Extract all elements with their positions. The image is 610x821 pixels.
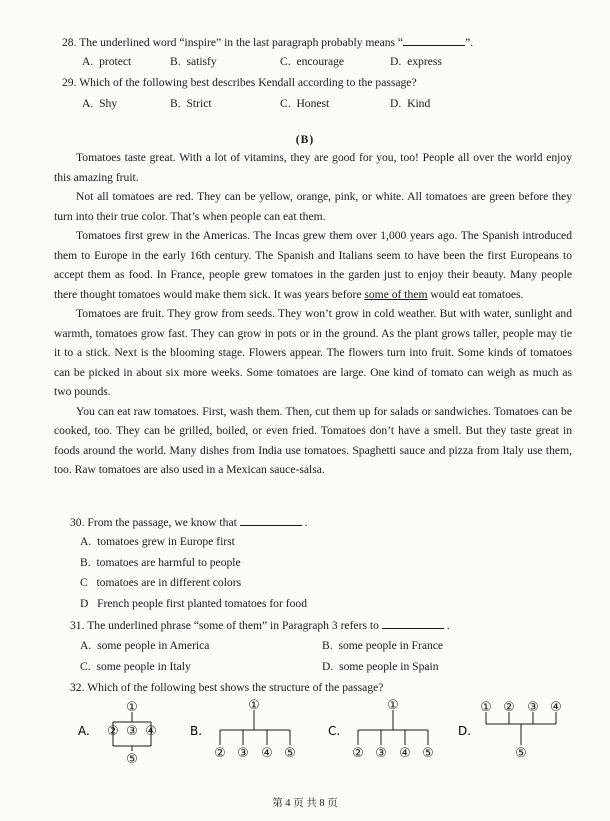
q29-number: 29. — [62, 76, 77, 89]
diagram-b-node-4: ④ — [261, 746, 273, 761]
diagram-label-c: C. — [328, 724, 341, 738]
q30-stem: 30. From the passage, we know that . — [70, 516, 308, 529]
diagram-a-node-3: ③ — [126, 724, 138, 739]
passage-paragraph-1: Tomatoes taste great. With a lot of vitamins, they are good for you, too! People all over the world enjoy this amazing fruit. — [54, 151, 572, 184]
q29-option-b: B. Strict — [170, 97, 212, 110]
q31-stem: 31. The underlined phrase “some of them” in Paragraph 3 refers to . — [70, 619, 450, 632]
q31-text: The underlined phrase “some of them” in Paragraph 3 refers to — [87, 619, 379, 632]
diagram-b-node-5: ⑤ — [284, 746, 296, 761]
page-footer: 第 4 页 共 8 页 — [272, 798, 338, 809]
q30-number: 30. — [70, 516, 85, 529]
diagram-label-b: B. — [190, 724, 203, 738]
passage-paragraph-2: Not all tomatoes are red. They can be yellow, orange, pink, or white. All tomatoes are green before they turn into their true color. That’s when people can eat them. — [54, 190, 572, 223]
q31-option-c: C. some people in Italy — [80, 660, 191, 673]
diagram-c-node-5: ⑤ — [422, 746, 434, 761]
diagram-c-node-3: ③ — [375, 746, 387, 761]
diagram-b-node-1: ① — [248, 698, 260, 713]
q32-text: Which of the following best shows the structure of the passage? — [87, 681, 384, 694]
diagram-d-node-2: ② — [503, 700, 515, 715]
diagram-d-node-5: ⑤ — [515, 746, 527, 761]
underlined-phrase: some of them — [364, 287, 428, 301]
diagram-a-node-1: ① — [126, 700, 138, 715]
q28-option-c: C. encourage — [280, 55, 345, 68]
q28-text-end: ”. — [465, 36, 474, 49]
diagram-d-node-1: ① — [480, 700, 492, 715]
diagram-d-node-3: ③ — [527, 700, 539, 715]
diagram-a-node-4: ④ — [145, 724, 157, 739]
q31-option-a: A. some people in America — [80, 639, 210, 652]
q30-text: From the passage, we know that — [87, 516, 237, 529]
diagram-d-node-4: ④ — [550, 700, 562, 715]
diagram-b-node-3: ③ — [237, 746, 249, 761]
diagram-a-node-5: ⑤ — [126, 752, 138, 767]
q29-option-c: C. Honest — [280, 97, 330, 110]
passage-paragraph-5: You can eat raw tomatoes. First, wash them. Then, cut them up for salads or sandwiches. Tomatoes can be cooked, too. They can be grilled, boiled, or even fried. Tomatoes don’t have a smell. But they taste great in foods around the world. Many dishes from India use tomatoes. Spaghetti sauce and pizza from Italy use them, too. Raw tomatoes are also used in a Mexican sauce-salsa. — [54, 404, 572, 476]
diagram-c-node-4: ④ — [399, 746, 411, 761]
passage-paragraph-4: Tomatoes are fruit. They grow from seeds. They won’t grow in cold weather. But with water, sunlight and warmth, tomatoes grow fast. They can grow in pots or in the ground. As the plant grows taller, people may tie it to a stick. Next is the blooming stage. Flowers appear. The flowers turn into fruit. Some kinds of tomatoes can be picked in about six more weeks. Some tomatoes are large. One kind of tomato can weigh as much as two pounds. — [54, 307, 572, 398]
q29-option-d: D. Kind — [390, 97, 431, 110]
diagram-label-d: D. — [458, 724, 472, 738]
q30-option-a: A. tomatoes grew in Europe first — [80, 535, 235, 548]
q29-option-a: A. Shy — [82, 97, 118, 110]
q28-text: The underlined word “inspire” in the last paragraph probably means “ — [79, 36, 404, 49]
diagram-b-node-2: ② — [214, 746, 226, 761]
q31-option-b: B. some people in France — [322, 639, 444, 652]
diagram-label-a: A. — [78, 724, 90, 738]
q30-option-b: B. tomatoes are harmful to people — [80, 556, 241, 569]
q32-number: 32. — [70, 681, 85, 694]
q30-option-d: D French people first planted tomatoes for food — [80, 597, 307, 610]
q31-option-d: D. some people in Spain — [322, 660, 439, 673]
q28-number: 28. — [62, 36, 77, 49]
q29-text: Which of the following best describes Kendall according to the passage? — [79, 76, 417, 89]
passage-paragraph-3: Tomatoes first grew in the Americas. The Incas grew them over 1,000 years ago. The Spanish introduced them to Europe in the early 16th century. The Spanish and Italians seem to have been the first Europeans to accept them as food. In France, people grew tomatoes in the garden just to enjoy their beauty. Many people there thought tomatoes would make them sick. It was years before some of them would eat tomatoes. — [54, 229, 572, 301]
q31-number: 31. — [70, 619, 85, 632]
diagram-a-node-2: ② — [107, 724, 119, 739]
q28-option-a: A. protect — [82, 55, 132, 68]
q28-option-d: D. express — [390, 55, 442, 68]
section-title: (B) — [295, 133, 315, 146]
q30-option-c: C tomatoes are in different colors — [80, 576, 242, 589]
diagram-c-node-1: ① — [387, 698, 399, 713]
diagram-c-node-2: ② — [352, 746, 364, 761]
q28-option-b: B. satisfy — [170, 55, 217, 68]
